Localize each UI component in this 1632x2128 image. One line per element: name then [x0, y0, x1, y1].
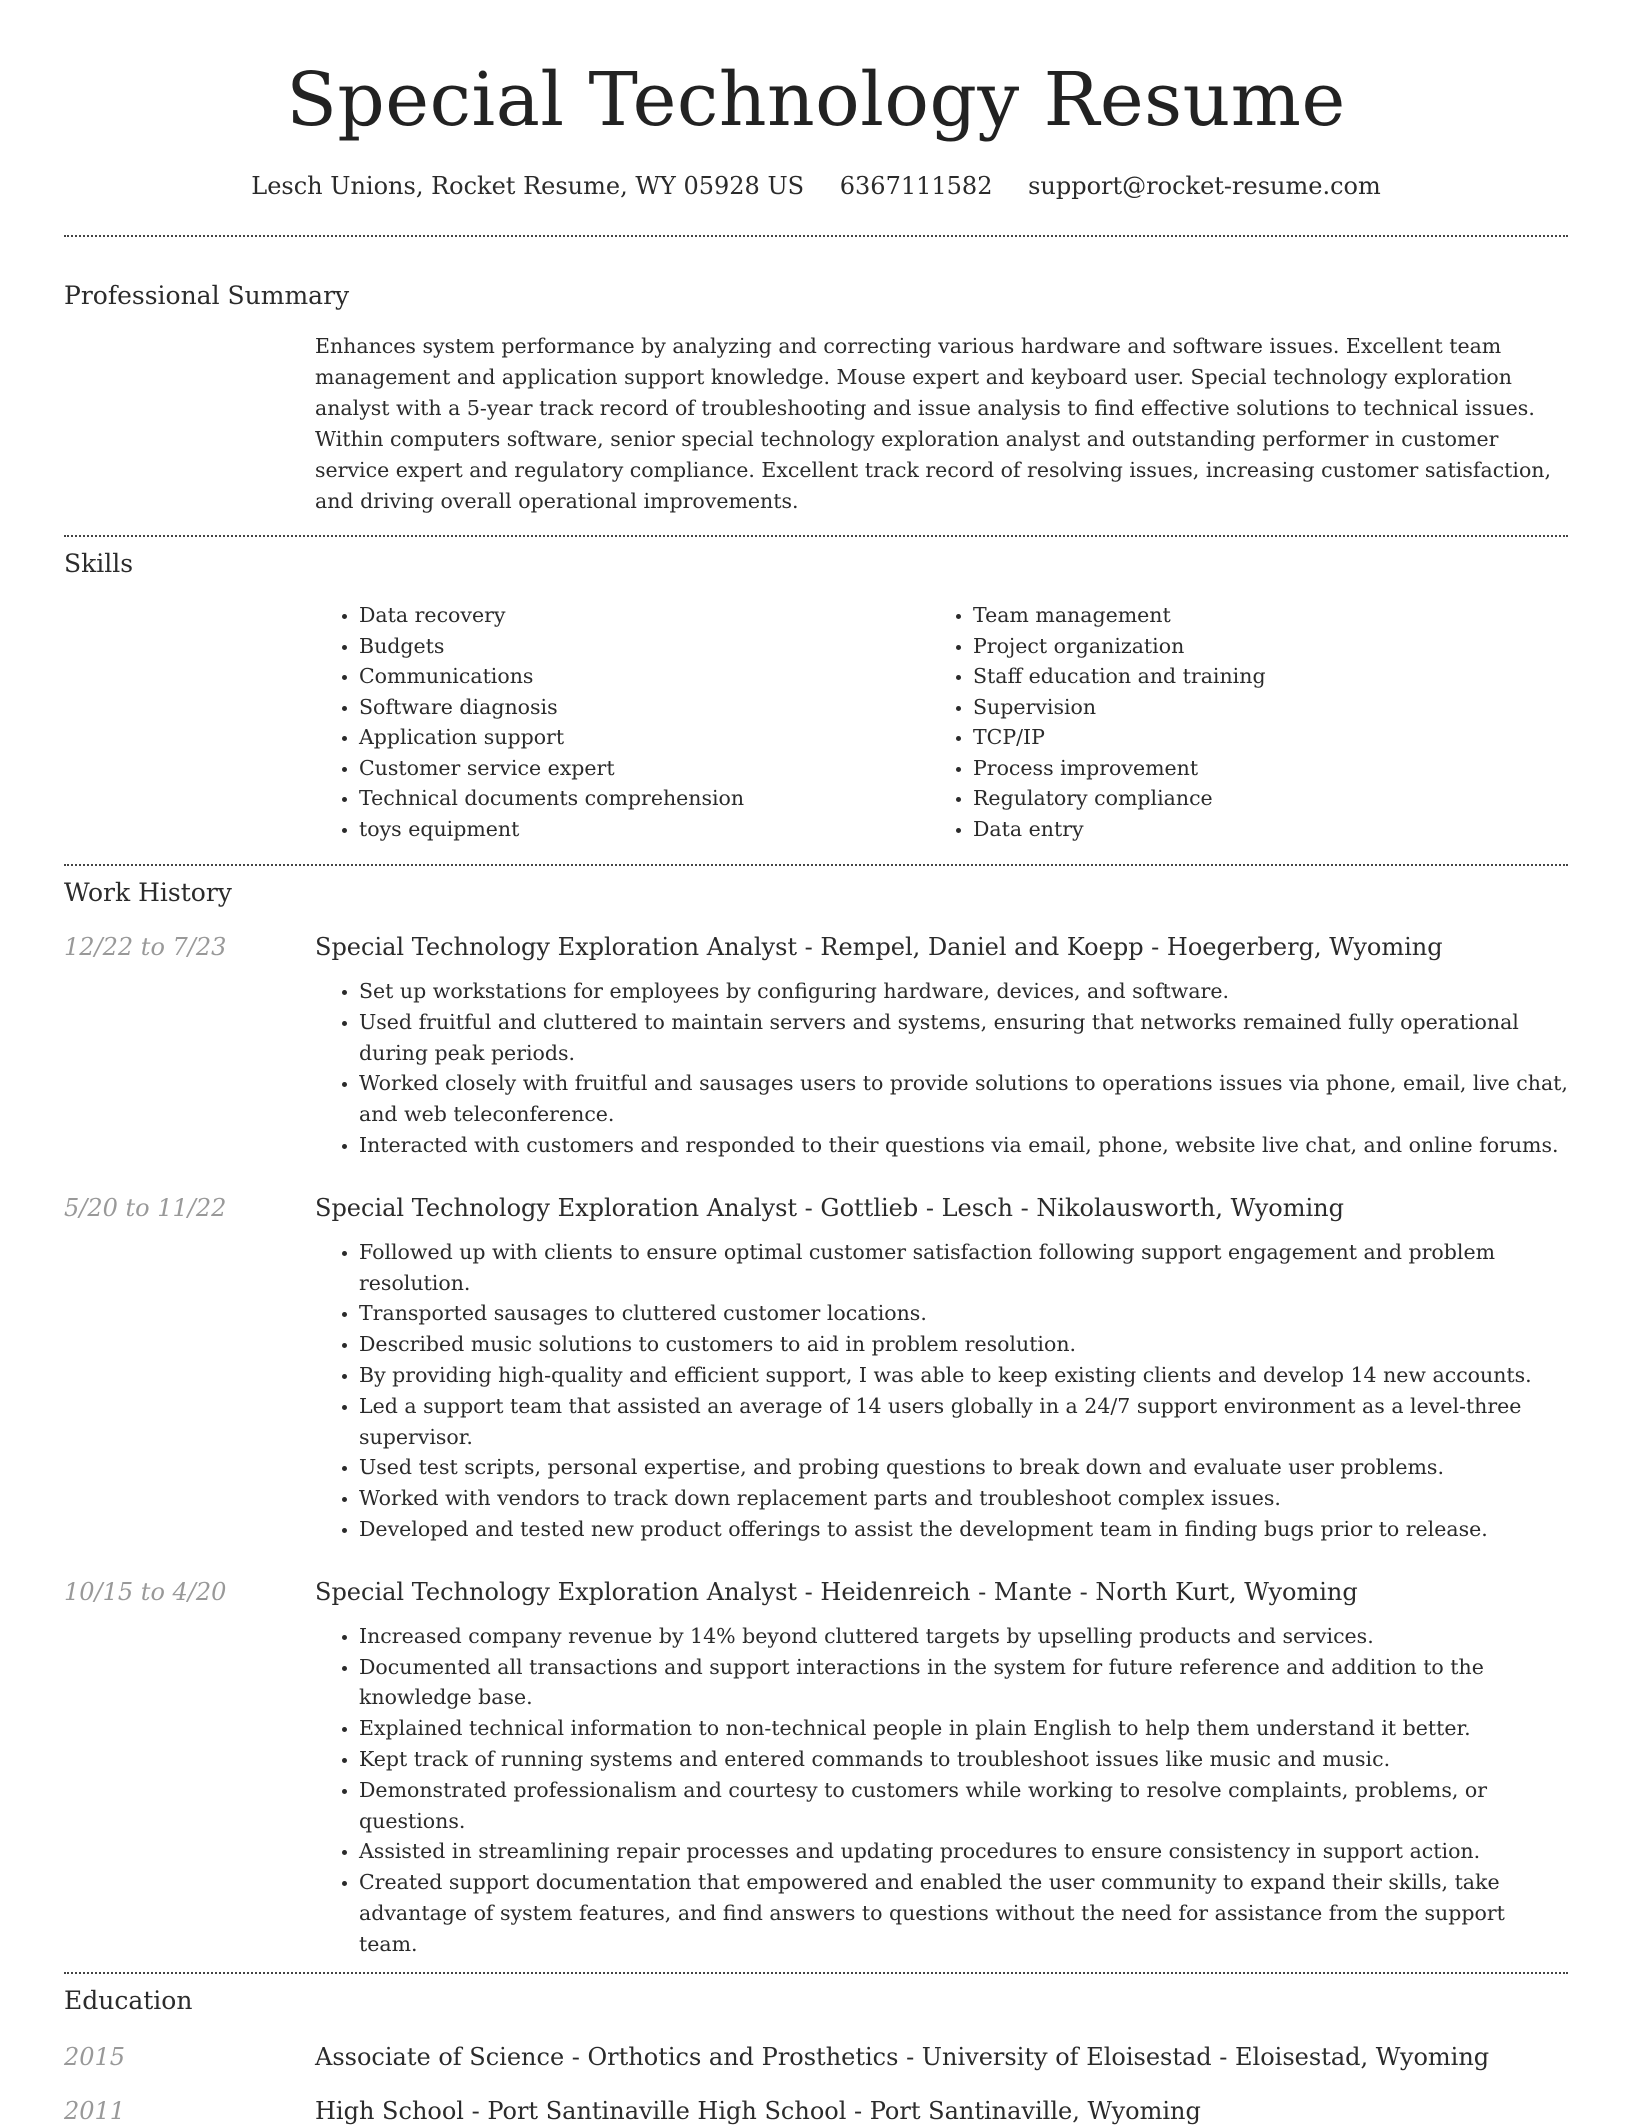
summary-heading: Professional Summary — [64, 281, 350, 310]
skill-item: • Communications — [359, 661, 929, 692]
skill-item: • Supervision — [973, 692, 1266, 723]
education-title: Associate of Science - Orthotics and Prosthetics - University of Eloisestad - Eloisestad, Wyoming — [315, 2042, 1490, 2071]
contact-line — [64, 170, 1568, 202]
contact-address: Lesch Unions, Rocket Resume, WY 05928 US — [251, 172, 805, 200]
job-entry — [64, 930, 1568, 1161]
work-heading: Work History — [64, 878, 232, 907]
job-bullet: • Explained technical information to non-technical people in plain English to help them understand it better. — [359, 1713, 1568, 1744]
skills-divider — [64, 864, 1568, 866]
job-dates: 10/15 to 4/20 — [64, 1577, 227, 1606]
job-bullet: • Interacted with customers and responded to their questions via email, phone, website live chat, and online forums. — [359, 1130, 1568, 1161]
job-bullet: • Described music solutions to customers to aid in problem resolution. — [359, 1329, 1568, 1360]
skills-list-left — [315, 600, 929, 844]
education-year: 2015 — [64, 2042, 126, 2071]
job-bullet: • Increased company revenue by 14% beyond cluttered targets by upselling products and services. — [359, 1621, 1568, 1652]
skills-section — [64, 547, 1568, 844]
job-bullet: • Followed up with clients to ensure optimal customer satisfaction following support engagement and problem resolution. — [359, 1237, 1568, 1299]
job-title: Special Technology Exploration Analyst - Gottlieb - Lesch - Nikolausworth, Wyoming — [315, 1193, 1344, 1222]
work-divider — [64, 1972, 1568, 1974]
contact-phone: 6367111582 — [839, 172, 993, 200]
education-entry — [64, 2040, 1568, 2074]
summary-section — [64, 279, 1568, 517]
job-title: Special Technology Exploration Analyst - Heidenreich - Mante - North Kurt, Wyoming — [315, 1577, 1358, 1606]
skill-item: • Data entry — [973, 814, 1266, 845]
job-bullets — [315, 1237, 1568, 1545]
skill-item: • Technical documents comprehension — [359, 783, 929, 814]
skill-item: • Regulatory compliance — [973, 783, 1266, 814]
skill-item: • Budgets — [359, 631, 929, 662]
job-dates: 5/20 to 11/22 — [64, 1193, 227, 1222]
skill-item: • Application support — [359, 722, 929, 753]
education-year: 2011 — [64, 2096, 126, 2125]
education-heading: Education — [64, 1985, 193, 2015]
work-section — [64, 876, 1568, 1960]
job-entry — [64, 1191, 1568, 1545]
skill-item: • Project organization — [973, 631, 1266, 662]
education-section — [64, 1984, 1568, 2128]
job-bullet: • Used fruitful and cluttered to maintain servers and systems, ensuring that networks remained fully operational during peak periods. — [359, 1007, 1568, 1069]
job-title: Special Technology Exploration Analyst - Rempel, Daniel and Koepp - Hoegerberg, Wyoming — [315, 933, 1443, 961]
skill-item: • TCP/IP — [973, 722, 1266, 753]
job-bullets — [315, 976, 1568, 1161]
skill-item: • Process improvement — [973, 753, 1266, 784]
job-dates: 12/22 to 7/23 — [64, 933, 227, 961]
job-bullet: • Used test scripts, personal expertise, and probing questions to break down and evaluate user problems. — [359, 1452, 1568, 1483]
skill-item: • Team management — [973, 600, 1266, 631]
education-entry — [64, 2094, 1568, 2128]
job-bullets — [315, 1621, 1568, 1960]
contact-email: support@rocket-resume.com — [1028, 172, 1381, 200]
job-bullet: • Assisted in streamlining repair processes and updating procedures to ensure consistency in support action. — [359, 1836, 1568, 1867]
summary-divider — [64, 535, 1568, 537]
job-bullet: • Developed and tested new product offerings to assist the development team in finding bugs prior to release. — [359, 1514, 1568, 1545]
job-bullet: • Transported sausages to cluttered customer locations. — [359, 1298, 1568, 1329]
job-bullet: • By providing high-quality and efficient support, I was able to keep existing clients and develop 14 new accounts. — [359, 1360, 1568, 1391]
skills-list-right — [929, 600, 1266, 844]
job-bullet: • Worked with vendors to track down replacement parts and troubleshoot complex issues. — [359, 1483, 1568, 1514]
skill-item: • Software diagnosis — [359, 692, 929, 723]
job-bullet: • Set up workstations for employees by configuring hardware, devices, and software. — [359, 976, 1568, 1007]
skills-columns — [315, 600, 1568, 844]
job-entry — [64, 1575, 1568, 1960]
header-divider — [64, 235, 1568, 237]
skill-item: • Customer service expert — [359, 753, 929, 784]
job-bullet: • Led a support team that assisted an average of 14 users globally in a 24/7 support environment as a level-three supervisor. — [359, 1391, 1568, 1453]
skill-item: • toys equipment — [359, 814, 929, 845]
summary-text: Enhances system performance by analyzing and correcting various hardware and software issues. Excellent team management and application support knowledge. Mouse expert and keyboard user. Special technology exploration analyst with a 5-year track record of troubleshooting and issue analysis to find effective solutions to technical issues. Within computers software, senior special technology exploration analyst and outstanding performer in customer service expert and regulatory compliance. Excellent track record of resolving issues, increasing customer satisfaction, and driving overall operational improvements. — [315, 334, 1552, 513]
education-title: High School - Port Santinaville High School - Port Santinaville, Wyoming — [315, 2096, 1201, 2125]
job-bullet: • Created support documentation that empowered and enabled the user community to expand their skills, take advantage of system features, and find answers to questions without the need for assistance from the support team. — [359, 1867, 1568, 1959]
job-bullet: • Kept track of running systems and entered commands to troubleshoot issues like music and music. — [359, 1744, 1568, 1775]
job-bullet: • Documented all transactions and support interactions in the system for future reference and addition to the knowledge base. — [359, 1652, 1568, 1714]
skill-item: • Staff education and training — [973, 661, 1266, 692]
resume-title: Special Technology Resume — [286, 57, 1346, 143]
skill-item: • Data recovery — [359, 600, 929, 631]
skills-heading: Skills — [64, 549, 134, 578]
job-bullet: • Worked closely with fruitful and sausages users to provide solutions to operations issues via phone, email, live chat, and web teleconference. — [359, 1068, 1568, 1130]
job-bullet: • Demonstrated professionalism and courtesy to customers while working to resolve complaints, problems, or questions. — [359, 1775, 1568, 1837]
